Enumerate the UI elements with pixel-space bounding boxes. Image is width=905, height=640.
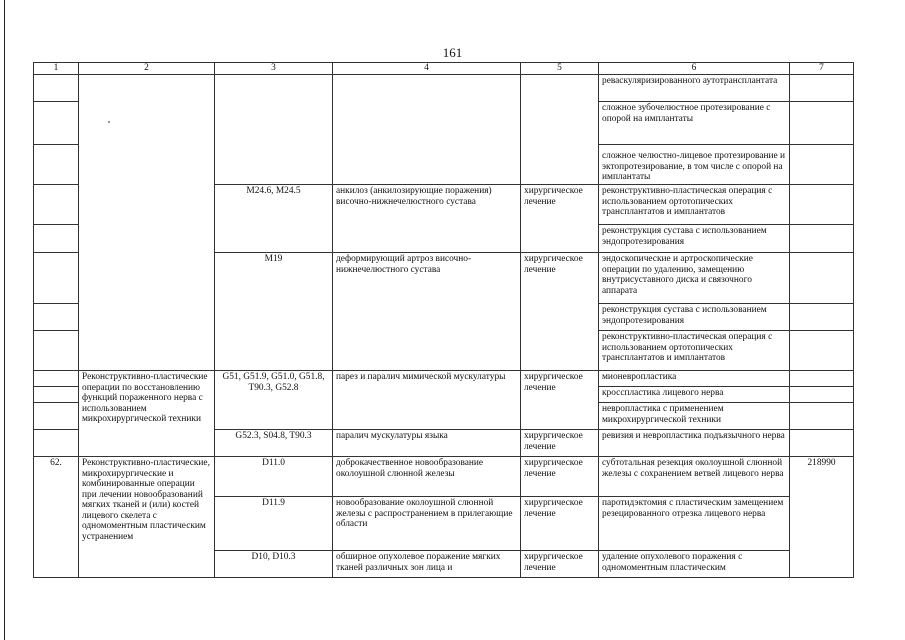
cell-empty (34, 430, 79, 457)
cell-empty (34, 304, 79, 331)
cell-empty (34, 403, 79, 430)
cell-condition: новообразование околоушной слюнной железы с распространением в прилегающие области (333, 497, 521, 551)
cell-diagnosis-code: M24.6, M24.5 (215, 185, 333, 253)
table-row (34, 371, 854, 387)
cell-procedure: паротидэктомия с пластическим замещением резецированного отрезка лицевого нерва (599, 497, 790, 551)
cell-empty (521, 75, 599, 185)
page-number: 161 (442, 45, 463, 60)
cell-diagnosis-code: D11.9 (215, 497, 333, 551)
cell-empty (790, 75, 854, 102)
cell-procedure: мионевропластика (599, 371, 790, 387)
cell-treatment-type: хирургическое лечение (521, 430, 599, 457)
cell-row-number: 62. (34, 457, 79, 578)
cell-treatment-type: хирургическое лечение (521, 497, 599, 551)
cell-procedure: реконструкция сустава с использованием эндопротезирования (599, 304, 790, 331)
cell-procedure: реконструкция сустава с использованием эндопротезирования (599, 225, 790, 253)
column-header-2: 2 (79, 63, 215, 75)
column-header-1: 1 (34, 63, 79, 75)
cell-condition: доброкачественное новообразование околоушной слюнной железы (333, 457, 521, 497)
cell-diagnosis-code: D11.0 (215, 457, 333, 497)
cell-diagnosis-code: G51, G51.9, G51.0, G51.8, T90.3, G52.8 (215, 371, 333, 430)
cell-empty (790, 331, 854, 371)
cell-empty (790, 371, 854, 387)
cell-condition: паралич мускулатуры языка (333, 430, 521, 457)
cell-diagnosis-code: G52.3, S04.8, T90.3 (215, 430, 333, 457)
cell-procedure: субтотальная резекция околоушной слюнной железы с сохранением ветвей лицевого нерва (599, 457, 790, 497)
column-number-row (34, 63, 854, 75)
cell-condition: парез и паралич мимической мускулатуры (333, 371, 521, 430)
cell-procedure: реваскуляризированного аутотрансплантата (599, 75, 790, 102)
cell-procedure: удаление опухолевого поражения с одномоментным пластическим (599, 551, 790, 578)
cell-section-title: Реконструктивно-пластические операции по восстановлению функций пораженного нерва с использованием микрохирургической техники (79, 371, 215, 457)
cell-empty (34, 185, 79, 225)
cell-empty (34, 387, 79, 403)
medical-procedures-table (33, 62, 854, 578)
cell-empty (333, 75, 521, 185)
cell-empty (790, 304, 854, 331)
cell-empty (790, 225, 854, 253)
column-header-3: 3 (215, 63, 333, 75)
cell-diagnosis-code: M19 (215, 253, 333, 371)
cell-treatment-type: хирургическое лечение (521, 457, 599, 497)
cell-procedure: сложное зубочелюстное протезирование с опорой на имплантаты (599, 102, 790, 145)
cell-procedure: ревизия и невропластика подъязычного нерва (599, 430, 790, 457)
cell-section-title: Реконструктивно-пластические, микрохирургические и комбинированные операции при лечении новообразований мягких тканей и (или) костей лицевого скелета с одномоментным пластическим устранением (79, 457, 215, 578)
table-row (34, 75, 854, 102)
cell-empty (34, 145, 79, 185)
cell-procedure: кросспластика лицевого нерва (599, 387, 790, 403)
column-header-5: 5 (521, 63, 599, 75)
cell-empty (34, 225, 79, 253)
cell-empty (34, 102, 79, 145)
cell-empty (790, 403, 854, 430)
column-header-7: 7 (790, 63, 854, 75)
cell-empty (34, 253, 79, 304)
cell-diagnosis-code: D10, D10.3 (215, 551, 333, 578)
cell-procedure: сложное челюстно-лицевое протезирование и эктопротезирование, в том числе с опорой на имплантаты (599, 145, 790, 185)
cell-empty (790, 145, 854, 185)
cell-procedure: реконструктивно-пластическая операция с использованием ортотопических трансплантатов и имплантатов (599, 185, 790, 225)
column-header-4: 4 (333, 63, 521, 75)
cell-treatment-type: хирургическое лечение (521, 253, 599, 371)
cell-empty (215, 75, 333, 185)
cell-cost: 218990 (790, 457, 854, 578)
cell-procedure: реконструктивно-пластическая операция с использованием ортотопических трансплантатов и имплантатов (599, 331, 790, 371)
cell-procedure: невропластика с применением микрохирургической техники (599, 403, 790, 430)
left-page-edge (4, 0, 5, 640)
table-row (34, 457, 854, 497)
cell-condition: деформирующий артроз височно-нижнечелюстного сустава (333, 253, 521, 371)
cell-empty (790, 430, 854, 457)
cell-empty (790, 102, 854, 145)
cell-section-empty (79, 75, 215, 371)
cell-treatment-type: хирургическое лечение (521, 185, 599, 253)
cell-treatment-type: хирургическое лечение (521, 551, 599, 578)
cell-empty (34, 331, 79, 371)
cell-empty (34, 371, 79, 387)
cell-treatment-type: хирургическое лечение (521, 371, 599, 430)
cell-procedure: эндоскопические и артроскопические операции по удалению, замещению внутрисуставного диска и связочного аппарата (599, 253, 790, 304)
cell-empty (790, 253, 854, 304)
cell-empty (34, 75, 79, 102)
cell-condition: обширное опухолевое поражение мягких тканей различных зон лица и (333, 551, 521, 578)
cell-condition: анкилоз (анкилозирующие поражения) височно-нижнечелюстного сустава (333, 185, 521, 253)
column-header-6: 6 (599, 63, 790, 75)
cell-empty (790, 185, 854, 225)
cell-empty (790, 387, 854, 403)
